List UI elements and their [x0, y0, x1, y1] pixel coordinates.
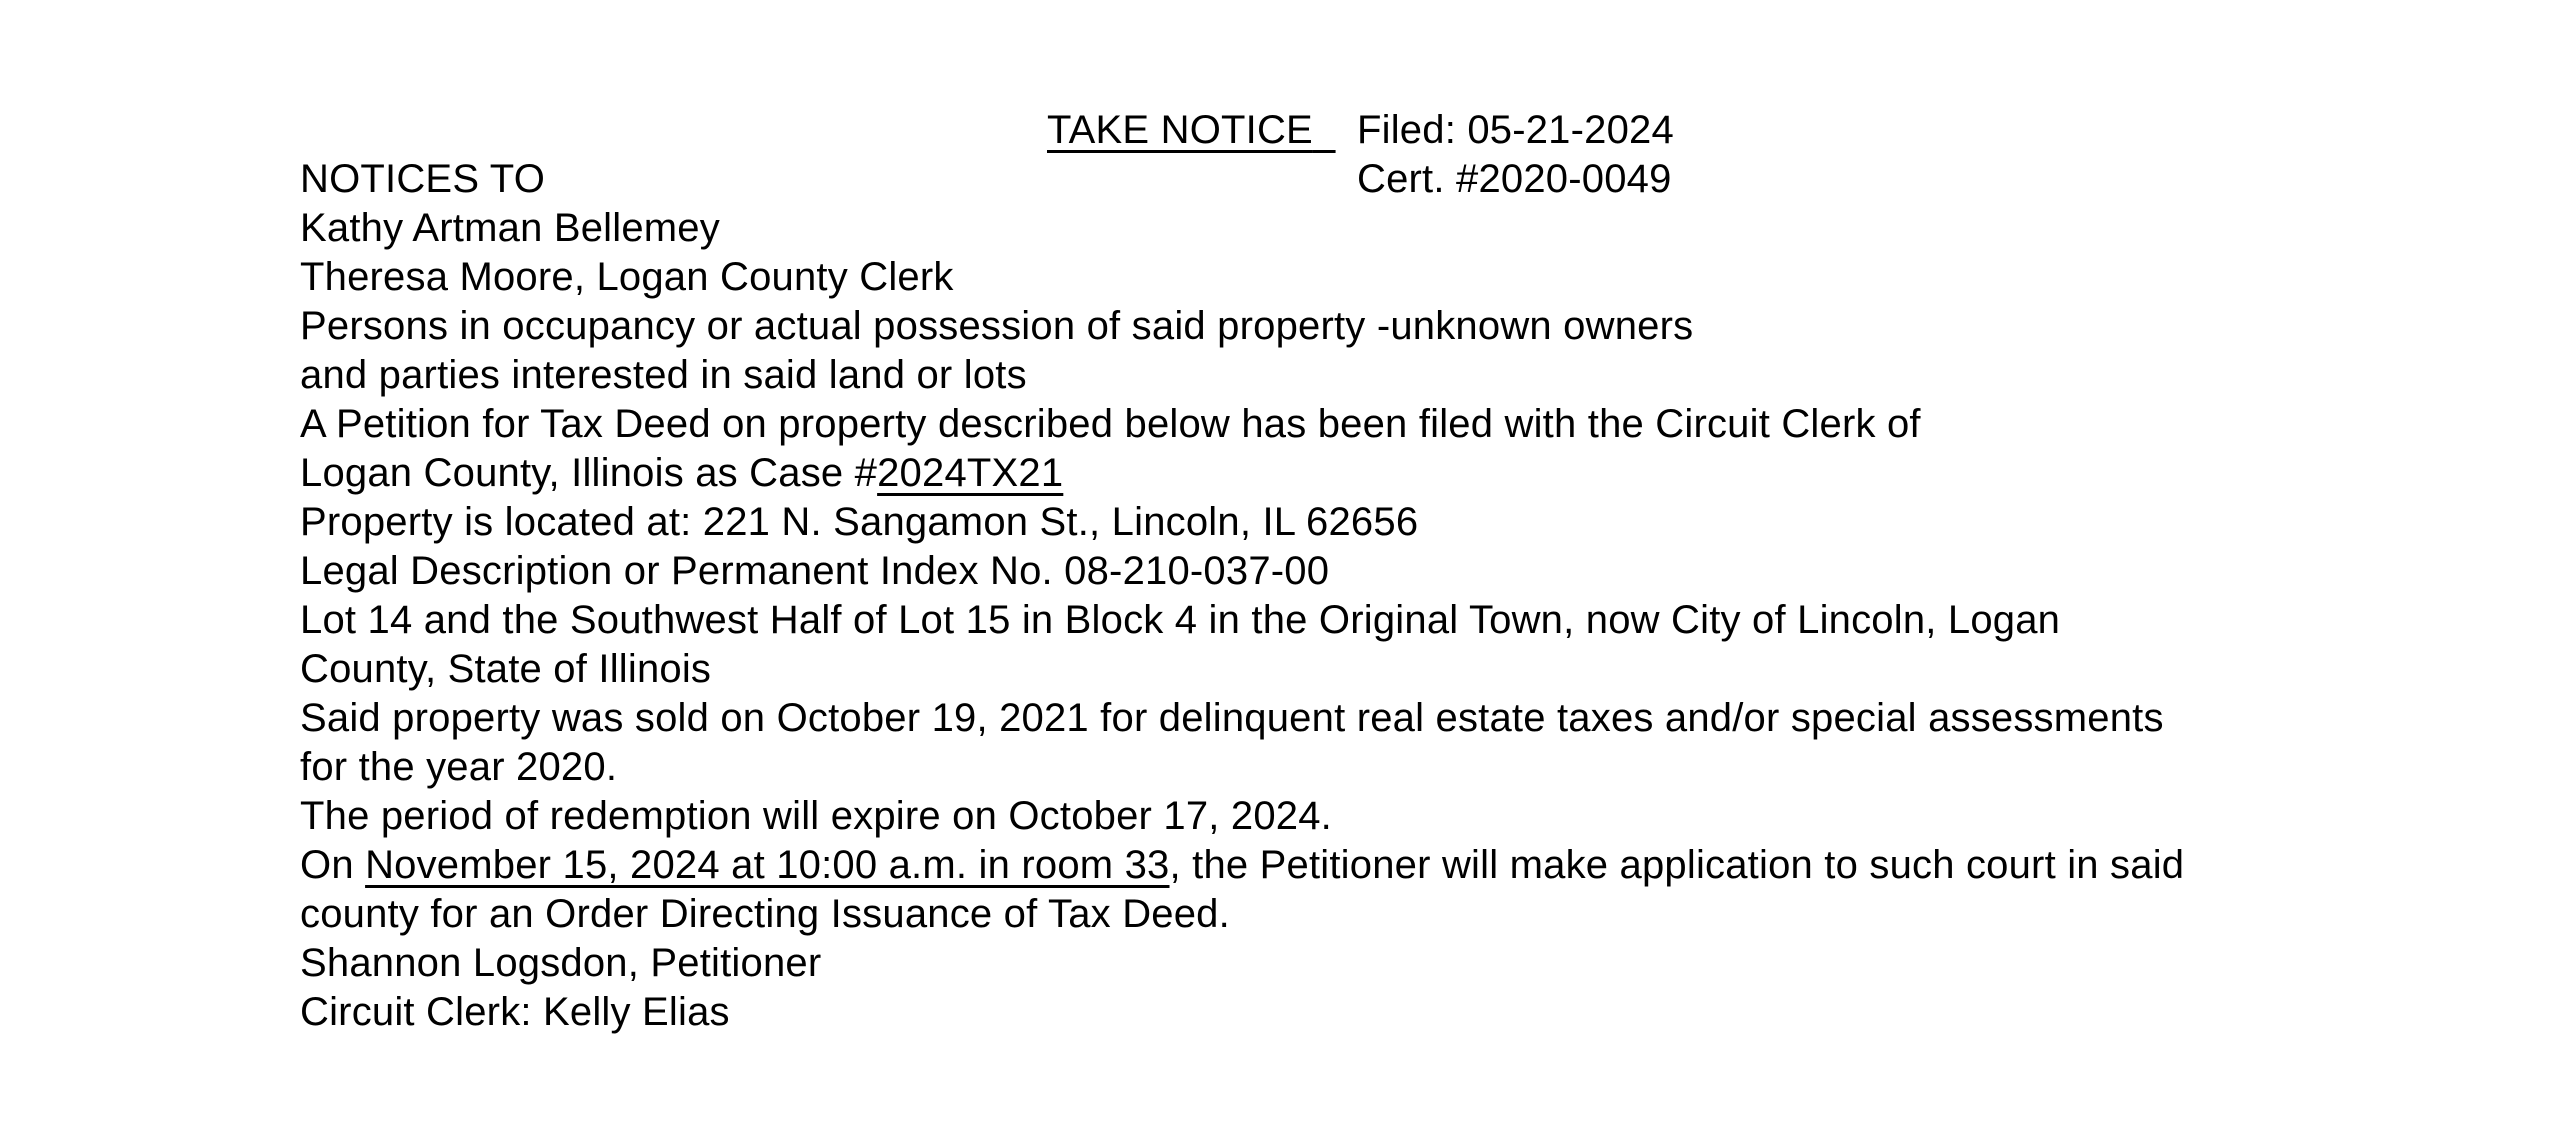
- circuit-clerk-text: Circuit Clerk: Kelly Elias: [300, 990, 730, 1034]
- hearing-line: [300, 841, 2300, 890]
- redemption-text: The period of redemption will expire on October 17, 2024.: [300, 794, 1332, 838]
- notice-text-block: [300, 106, 2300, 1037]
- petition-filed-text: A Petition for Tax Deed on property described below has been filed with the Circuit Clerk of: [300, 402, 1921, 446]
- petitioner-line: [300, 939, 2300, 988]
- sale-line: [300, 743, 2300, 792]
- redemption-line: [300, 792, 2300, 841]
- notices-to-heading: NOTICES TO: [300, 157, 546, 201]
- hearing-text: county for an Order Directing Issuance of Tax Deed.: [300, 892, 1230, 936]
- hearing-suffix: , the Petitioner will make application to such court in said: [1169, 843, 2185, 887]
- recipient-name: Kathy Artman Bellemey: [300, 206, 720, 250]
- hearing-date: November 15, 2024 at 10:00 a.m. in room 33: [365, 843, 1170, 887]
- sale-text: Said property was sold on October 19, 2021 for delinquent real estate taxes and/or special assessments: [300, 696, 2164, 740]
- notice-title: TAKE NOTICE: [1047, 108, 1313, 152]
- lot-description-line: [300, 645, 2300, 694]
- property-location-line: [300, 498, 2300, 547]
- petition-filed-line: [300, 400, 2300, 449]
- legal-description-line: [300, 547, 2300, 596]
- case-number: 2024TX21: [877, 451, 1064, 495]
- recipient-name: Persons in occupancy or actual possession of said property -unknown owners: [300, 304, 1694, 348]
- legal-description-text: Legal Description or Permanent Index No. 08-210-037-00: [300, 549, 1330, 593]
- hearing-prefix: On: [300, 843, 366, 887]
- recipient-line: [300, 302, 2300, 351]
- lot-description-text: County, State of Illinois: [300, 647, 712, 691]
- recipient-line: [300, 351, 2300, 400]
- property-location-text: Property is located at: 221 N. Sangamon St., Lincoln, IL 62656: [300, 500, 1419, 544]
- lot-description-text: Lot 14 and the Southwest Half of Lot 15 in Block 4 in the Original Town, now City of Lincoln, Logan: [300, 598, 2061, 642]
- recipient-line: [300, 253, 2300, 302]
- petitioner-text: Shannon Logsdon, Petitioner: [300, 941, 822, 985]
- header-line: [300, 106, 2300, 155]
- recipient-line: [300, 204, 2300, 253]
- case-number-line: [300, 449, 2300, 498]
- case-prefix-text: Logan County, Illinois as Case #: [300, 451, 878, 495]
- lot-description-line: [300, 596, 2300, 645]
- notices-to-line: [300, 155, 2300, 204]
- hearing-line: [300, 890, 2300, 939]
- cert-number: Cert. #2020-0049: [1357, 157, 1672, 201]
- sale-line: [300, 694, 2300, 743]
- filed-date: Filed: 05-21-2024: [1357, 108, 1674, 152]
- circuit-clerk-line: [300, 988, 2300, 1037]
- recipient-name: and parties interested in said land or lots: [300, 353, 1027, 397]
- sale-text: for the year 2020.: [300, 745, 618, 789]
- recipient-name: Theresa Moore, Logan County Clerk: [300, 255, 954, 299]
